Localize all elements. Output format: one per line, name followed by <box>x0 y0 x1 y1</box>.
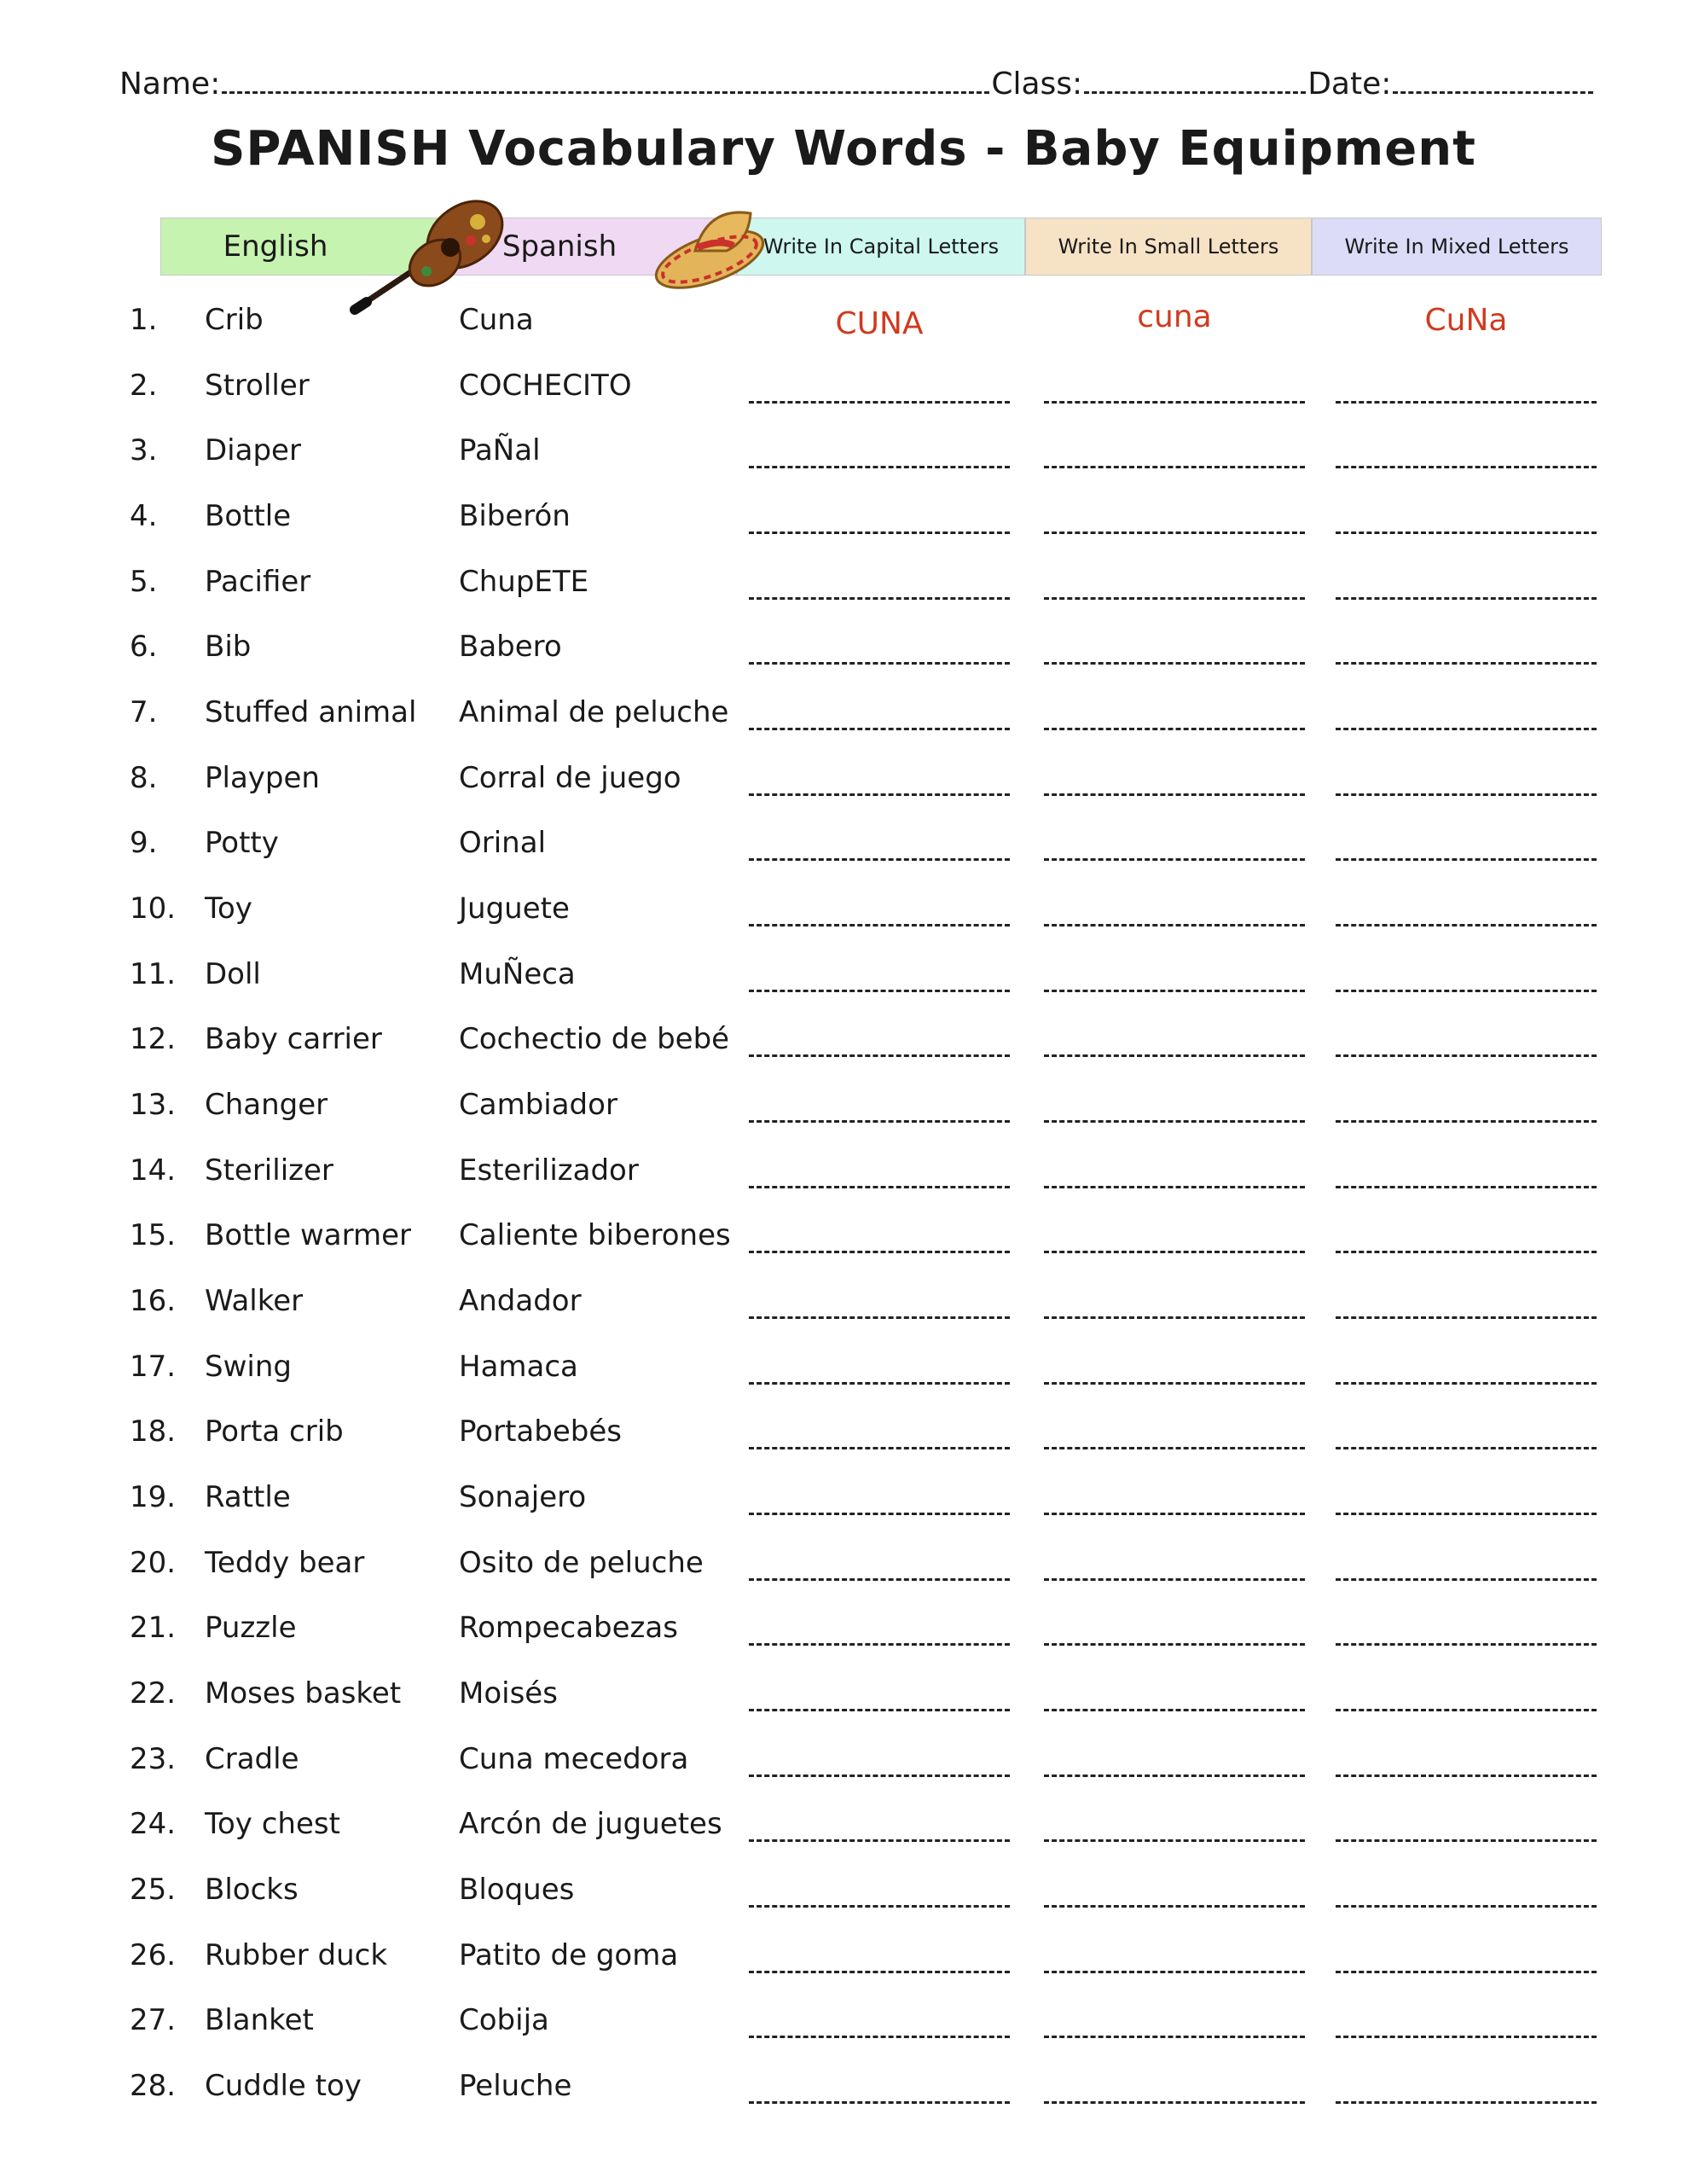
spanish-word: MuÑeca <box>459 957 576 991</box>
spanish-word: Biberón <box>459 499 571 533</box>
vocab-row-18 <box>0 1406 1687 1457</box>
mixed-blank[interactable] <box>1336 1839 1597 1842</box>
row-number: 24. <box>130 1807 177 1841</box>
capital-blank[interactable] <box>749 728 1010 730</box>
spanish-word: Cuna <box>459 303 534 337</box>
row-number: 25. <box>130 1873 177 1907</box>
english-word: Toy <box>205 892 252 926</box>
spanish-word: Esterilizador <box>459 1153 639 1188</box>
name-label: Name: <box>119 67 221 102</box>
mixed-blank[interactable] <box>1336 2101 1597 2104</box>
vocab-row-16 <box>0 1275 1687 1327</box>
mixed-blank[interactable] <box>1336 531 1597 534</box>
mixed-blank[interactable] <box>1336 990 1597 992</box>
mixed-blank[interactable] <box>1336 858 1597 861</box>
row-number: 2. <box>130 369 158 403</box>
name-blank[interactable] <box>222 91 989 94</box>
capital-blank[interactable] <box>749 2101 1010 2104</box>
english-word: Puzzle <box>205 1611 297 1645</box>
spanish-word: Peluche <box>459 2069 572 2103</box>
vocab-row-24 <box>0 1798 1687 1850</box>
small-blank[interactable] <box>1044 990 1305 992</box>
mixed-blank[interactable] <box>1336 1316 1597 1319</box>
english-word: Toy chest <box>205 1807 340 1841</box>
row-number: 26. <box>130 1938 177 1972</box>
spanish-word: ChupETE <box>459 565 589 599</box>
small-blank[interactable] <box>1044 1513 1305 1515</box>
small-blank[interactable] <box>1044 401 1305 404</box>
row-number: 20. <box>130 1546 177 1580</box>
small-blank[interactable] <box>1044 1578 1305 1581</box>
small-blank[interactable] <box>1044 924 1305 926</box>
english-word: Crib <box>205 303 264 337</box>
english-word: Bottle <box>205 499 292 533</box>
small-blank[interactable] <box>1044 1905 1305 1908</box>
mixed-blank[interactable] <box>1336 1643 1597 1646</box>
english-word: Blocks <box>205 1873 299 1907</box>
mixed-blank[interactable] <box>1336 1709 1597 1711</box>
english-word: Bottle warmer <box>205 1218 412 1252</box>
capital-blank[interactable] <box>749 1905 1010 1908</box>
date-blank[interactable] <box>1393 91 1593 94</box>
small-blank[interactable] <box>1044 1382 1305 1385</box>
capital-blank[interactable] <box>749 1382 1010 1385</box>
row-number: 18. <box>130 1414 177 1449</box>
mixed-blank[interactable] <box>1336 662 1597 665</box>
vocab-row-19 <box>0 1472 1687 1523</box>
english-word: Doll <box>205 957 261 991</box>
capital-blank[interactable] <box>749 2036 1010 2038</box>
english-word: Stroller <box>205 369 310 403</box>
english-word: Potty <box>205 826 279 860</box>
column-header-capital <box>737 218 1025 276</box>
row-number: 9. <box>130 826 158 860</box>
column-header-small <box>1025 218 1312 276</box>
mixed-blank[interactable] <box>1336 401 1597 404</box>
small-blank[interactable] <box>1044 2036 1305 2038</box>
capital-blank[interactable] <box>749 1054 1010 1057</box>
spanish-word: Hamaca <box>459 1350 578 1384</box>
row-number: 6. <box>130 630 158 664</box>
english-word: Teddy bear <box>205 1546 365 1580</box>
vocab-row-3 <box>0 425 1687 476</box>
row-number: 14. <box>130 1153 177 1188</box>
spanish-word: Corral de juego <box>459 761 681 795</box>
vocab-row-2 <box>0 360 1687 411</box>
spanish-word: Moisés <box>459 1676 558 1711</box>
vocab-row-25 <box>0 1864 1687 1915</box>
example-capital: CUNA <box>835 306 924 341</box>
capital-blank[interactable] <box>749 1447 1010 1449</box>
small-blank[interactable] <box>1044 1120 1305 1123</box>
english-word: Blanket <box>205 2003 314 2037</box>
row-number: 22. <box>130 1676 177 1711</box>
spanish-word: Portabebés <box>459 1414 622 1449</box>
small-blank[interactable] <box>1044 1709 1305 1711</box>
small-blank[interactable] <box>1044 1316 1305 1319</box>
vocab-row-17 <box>0 1341 1687 1392</box>
spanish-word: Bloques <box>459 1873 575 1907</box>
sombrero-icon <box>648 198 776 292</box>
mixed-blank[interactable] <box>1336 1774 1597 1777</box>
english-word: Sterilizer <box>205 1153 333 1188</box>
row-number: 10. <box>130 892 177 926</box>
english-word: Pacifier <box>205 565 311 599</box>
small-blank[interactable] <box>1044 793 1305 796</box>
english-word: Cradle <box>205 1742 299 1776</box>
mixed-blank[interactable] <box>1336 793 1597 796</box>
row-number: 16. <box>130 1284 177 1318</box>
vocab-row-1 <box>0 294 1687 346</box>
small-blank[interactable] <box>1044 1774 1305 1777</box>
capital-blank[interactable] <box>749 1971 1010 1973</box>
row-number: 13. <box>130 1088 177 1122</box>
english-word: Stuffed animal <box>205 695 417 729</box>
spanish-word: Caliente biberones <box>459 1218 731 1252</box>
spanish-word: PaÑal <box>459 433 541 468</box>
capital-blank[interactable] <box>749 1774 1010 1777</box>
spanish-word: Patito de goma <box>459 1938 679 1972</box>
vocab-row-28 <box>0 2060 1687 2111</box>
capital-blank[interactable] <box>749 1316 1010 1319</box>
small-blank[interactable] <box>1044 1054 1305 1057</box>
mixed-blank[interactable] <box>1336 728 1597 730</box>
mixed-blank[interactable] <box>1336 1186 1597 1188</box>
small-blank[interactable] <box>1044 858 1305 861</box>
capital-blank[interactable] <box>749 531 1010 534</box>
vocab-row-22 <box>0 1668 1687 1719</box>
spanish-word: Babero <box>459 630 562 664</box>
small-blank[interactable] <box>1044 1643 1305 1646</box>
vocab-row-26 <box>0 1930 1687 1981</box>
capital-blank[interactable] <box>749 858 1010 861</box>
row-number: 11. <box>130 957 177 991</box>
capital-blank[interactable] <box>749 401 1010 404</box>
row-number: 17. <box>130 1350 177 1384</box>
column-header-spanish-label: Spanish <box>501 229 617 264</box>
row-number: 21. <box>130 1611 177 1645</box>
english-word: Moses basket <box>205 1676 402 1711</box>
spanish-word: COCHECITO <box>459 369 632 403</box>
capital-blank[interactable] <box>749 924 1010 926</box>
english-word: Playpen <box>205 761 320 795</box>
small-blank[interactable] <box>1044 466 1305 468</box>
row-number: 3. <box>130 433 158 468</box>
capital-blank[interactable] <box>749 597 1010 600</box>
vocab-row-5 <box>0 556 1687 607</box>
row-number: 27. <box>130 2003 177 2037</box>
row-number: 12. <box>130 1022 177 1056</box>
small-blank[interactable] <box>1044 2101 1305 2104</box>
vocab-row-7 <box>0 687 1687 738</box>
english-word: Changer <box>205 1088 328 1122</box>
spanish-word: Cuna mecedora <box>459 1742 689 1776</box>
column-header-mixed-label: Write In Mixed Letters <box>1344 235 1569 258</box>
mixed-blank[interactable] <box>1336 597 1597 600</box>
vocab-row-10 <box>0 883 1687 934</box>
small-blank[interactable] <box>1044 597 1305 600</box>
spanish-word: Juguete <box>459 892 570 926</box>
small-blank[interactable] <box>1044 1971 1305 1973</box>
spanish-word: Animal de peluche <box>459 695 729 729</box>
example-mixed: CuNa <box>1424 303 1508 338</box>
row-number: 28. <box>130 2069 177 2103</box>
capital-blank[interactable] <box>749 662 1010 665</box>
row-number: 19. <box>130 1480 177 1514</box>
column-header-english-label: English <box>223 229 328 264</box>
capital-blank[interactable] <box>749 793 1010 796</box>
mixed-blank[interactable] <box>1336 466 1597 468</box>
capital-blank[interactable] <box>749 1839 1010 1842</box>
spanish-word: Sonajero <box>459 1480 587 1514</box>
small-blank[interactable] <box>1044 531 1305 534</box>
student-info-line <box>119 67 1595 102</box>
row-number: 23. <box>130 1742 177 1776</box>
spanish-word: Andador <box>459 1284 582 1318</box>
capital-blank[interactable] <box>749 1186 1010 1188</box>
spanish-word: Cobija <box>459 2003 549 2037</box>
vocab-row-8 <box>0 752 1687 804</box>
capital-blank[interactable] <box>749 1513 1010 1515</box>
capital-blank[interactable] <box>749 1251 1010 1253</box>
small-blank[interactable] <box>1044 662 1305 665</box>
page-title: SPANISH Vocabulary Words - Baby Equipment <box>211 121 1476 177</box>
english-word: Porta crib <box>205 1414 344 1449</box>
row-number: 7. <box>130 695 158 729</box>
mixed-blank[interactable] <box>1336 1905 1597 1908</box>
vocab-row-11 <box>0 949 1687 1000</box>
row-number: 15. <box>130 1218 177 1252</box>
english-word: Baby carrier <box>205 1022 382 1056</box>
spanish-word: Cambiador <box>459 1088 617 1122</box>
english-word: Rubber duck <box>205 1938 388 1972</box>
column-header-capital-label: Write In Capital Letters <box>762 235 1000 258</box>
english-word: Diaper <box>205 433 301 468</box>
vocab-row-15 <box>0 1210 1687 1261</box>
row-number: 8. <box>130 761 158 795</box>
vocab-row-20 <box>0 1537 1687 1589</box>
mixed-blank[interactable] <box>1336 1578 1597 1581</box>
mixed-blank[interactable] <box>1336 2036 1597 2038</box>
row-number: 5. <box>130 565 158 599</box>
capital-blank[interactable] <box>749 466 1010 468</box>
capital-blank[interactable] <box>749 1120 1010 1123</box>
row-number: 1. <box>130 303 158 337</box>
vocab-row-13 <box>0 1079 1687 1130</box>
mixed-blank[interactable] <box>1336 1971 1597 1973</box>
spanish-word: Orinal <box>459 826 547 860</box>
english-word: Rattle <box>205 1480 291 1514</box>
column-header-mixed <box>1312 218 1602 276</box>
small-blank[interactable] <box>1044 1186 1305 1188</box>
capital-blank[interactable] <box>749 1578 1010 1581</box>
english-word: Swing <box>205 1350 292 1384</box>
english-word: Cuddle toy <box>205 2069 362 2103</box>
small-blank[interactable] <box>1044 1251 1305 1253</box>
date-label: Date: <box>1307 67 1392 102</box>
small-blank[interactable] <box>1044 728 1305 730</box>
capital-blank[interactable] <box>749 1709 1010 1711</box>
capital-blank[interactable] <box>749 990 1010 992</box>
mixed-blank[interactable] <box>1336 1054 1597 1057</box>
capital-blank[interactable] <box>749 1643 1010 1646</box>
class-blank[interactable] <box>1084 91 1306 94</box>
mixed-blank[interactable] <box>1336 1251 1597 1253</box>
spanish-word: Rompecabezas <box>459 1611 678 1645</box>
small-blank[interactable] <box>1044 1447 1305 1449</box>
spanish-word: Arcón de juguetes <box>459 1807 722 1841</box>
spanish-word: Osito de peluche <box>459 1546 704 1580</box>
row-number: 4. <box>130 499 158 533</box>
vocab-row-21 <box>0 1602 1687 1653</box>
vocab-row-27 <box>0 1995 1687 2046</box>
vocab-row-23 <box>0 1734 1687 1785</box>
example-small: cuna <box>1137 299 1212 334</box>
english-word: Walker <box>205 1284 304 1318</box>
column-header-small-label: Write In Small Letters <box>1058 235 1279 258</box>
small-blank[interactable] <box>1044 1839 1305 1842</box>
spanish-word: Cochectio de bebé <box>459 1022 730 1056</box>
mixed-blank[interactable] <box>1336 1447 1597 1449</box>
mixed-blank[interactable] <box>1336 1513 1597 1515</box>
vocab-row-12 <box>0 1014 1687 1065</box>
vocab-row-4 <box>0 491 1687 542</box>
vocab-row-9 <box>0 817 1687 868</box>
english-word: Bib <box>205 630 252 664</box>
mixed-blank[interactable] <box>1336 1120 1597 1123</box>
vocab-row-6 <box>0 621 1687 672</box>
vocab-row-14 <box>0 1145 1687 1196</box>
class-label: Class: <box>991 67 1083 102</box>
mixed-blank[interactable] <box>1336 1382 1597 1385</box>
mixed-blank[interactable] <box>1336 924 1597 926</box>
